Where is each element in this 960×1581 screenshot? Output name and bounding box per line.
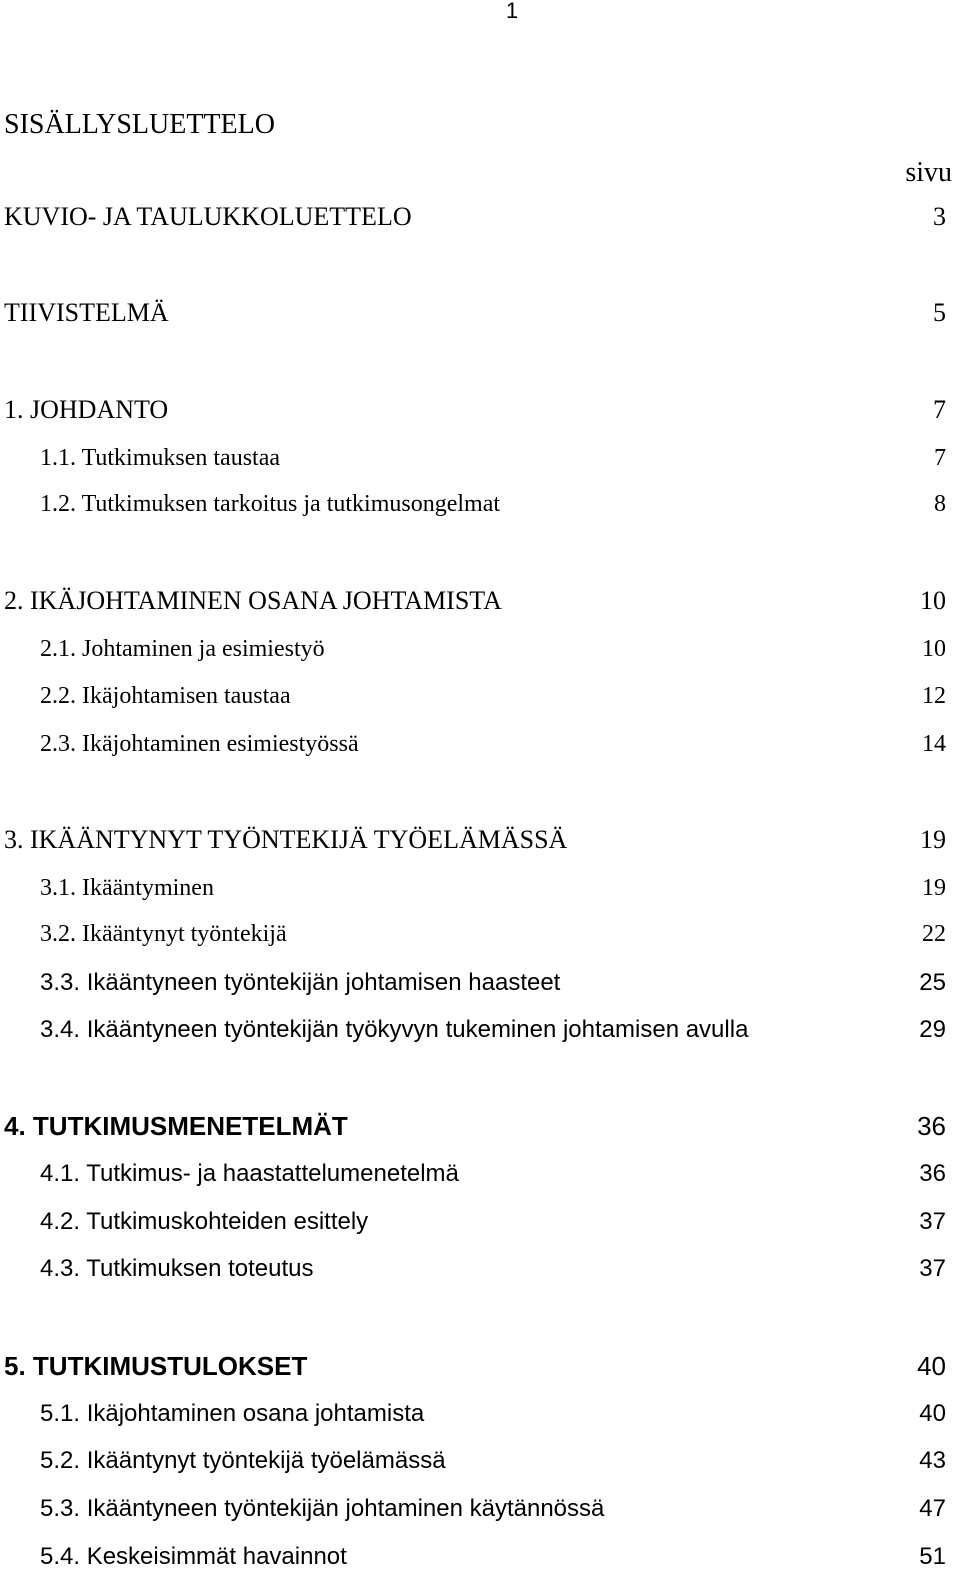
toc-entry-label: 4. TUTKIMUSMENETELMÄT — [4, 1111, 348, 1141]
toc-entry-page: 43 — [919, 1447, 946, 1474]
toc-entry-label: 5.2. Ikääntynyt työntekijä työelämässä — [40, 1447, 446, 1474]
toc-entry-label: KUVIO- JA TAULUKKOLUETTELO — [4, 202, 412, 231]
toc-entry-section-1-2 — [0, 487, 960, 521]
toc-entry-page: 12 — [922, 683, 946, 709]
toc-entry-section-5-1 — [0, 1397, 960, 1431]
toc-entry-page: 14 — [922, 731, 946, 757]
toc-entry-label: 5.1. Ikäjohtaminen osana johtamista — [40, 1400, 425, 1427]
toc-entry-label: 3.4. Ikääntyneen työntekijän työkyvyn tukeminen johtamisen avulla — [40, 1016, 749, 1043]
page-number: 1 — [505, 0, 519, 23]
toc-entry-page: 47 — [919, 1495, 946, 1522]
toc-entry-label: 3.3. Ikääntyneen työntekijän johtamisen haasteet — [40, 969, 561, 996]
toc-entry-section-3-2 — [0, 917, 960, 951]
toc-entry-abstract — [0, 296, 960, 330]
toc-entry-label: 4.3. Tutkimuksen toteutus — [40, 1255, 314, 1282]
toc-entry-section-4-1 — [0, 1157, 960, 1191]
toc-entry-label: 5. TUTKIMUSTULOKSET — [4, 1351, 308, 1381]
toc-entry-chapter-1 — [0, 393, 960, 427]
toc-entry-figures-list — [0, 200, 960, 234]
toc-entry-label: 1.2. Tutkimuksen tarkoitus ja tutkimusongelmat — [40, 491, 501, 517]
toc-entry-section-3-1 — [0, 871, 960, 905]
toc-entry-section-4-2 — [0, 1205, 960, 1239]
toc-entry-section-2-2 — [0, 679, 960, 713]
toc-entry-page: 10 — [922, 636, 946, 662]
toc-entry-page: 8 — [934, 491, 946, 517]
toc-entry-page: 36 — [917, 1111, 946, 1141]
toc-entry-page: 7 — [933, 395, 946, 424]
toc-entry-section-4-3 — [0, 1252, 960, 1286]
toc-title: SISÄLLYSLUETTELO — [4, 109, 275, 140]
toc-entry-page: 10 — [920, 586, 946, 615]
toc-entry-label: 2.2. Ikäjohtamisen taustaa — [40, 683, 291, 709]
toc-entry-chapter-3 — [0, 823, 960, 857]
toc-entry-label: 3.1. Ikääntyminen — [40, 875, 214, 901]
toc-entry-page: 36 — [919, 1160, 946, 1187]
toc-entry-page: 37 — [919, 1255, 946, 1282]
toc-entry-label: TIIVISTELMÄ — [4, 298, 169, 327]
toc-entry-section-2-3 — [0, 727, 960, 761]
toc-entry-label: 5.3. Ikääntyneen työntekijän johtaminen käytännössä — [40, 1495, 605, 1522]
toc-entry-label: 3.2. Ikääntynyt työntekijä — [40, 921, 287, 947]
toc-entry-label: 1.1. Tutkimuksen taustaa — [40, 445, 281, 471]
toc-entry-section-5-2 — [0, 1444, 960, 1478]
toc-entry-page: 19 — [920, 825, 946, 854]
toc-entry-chapter-5 — [0, 1349, 960, 1383]
toc-entry-page: 37 — [919, 1208, 946, 1235]
page-column-header: sivu — [905, 157, 952, 188]
toc-entry-label: 2. IKÄJOHTAMINEN OSANA JOHTAMISTA — [4, 586, 502, 615]
toc-entry-section-1-1 — [0, 441, 960, 475]
toc-entry-label: 1. JOHDANTO — [4, 395, 169, 424]
toc-entry-chapter-2 — [0, 584, 960, 618]
toc-entry-page: 40 — [919, 1400, 946, 1427]
toc-entry-section-3-3 — [0, 966, 960, 1000]
toc-entry-label: 5.4. Keskeisimmät havainnot — [40, 1543, 347, 1570]
toc-entry-page: 5 — [933, 298, 946, 327]
toc-entry-label: 3. IKÄÄNTYNYT TYÖNTEKIJÄ TYÖELÄMÄSSÄ — [4, 825, 568, 854]
toc-entry-page: 19 — [922, 875, 946, 901]
toc-entry-label: 2.3. Ikäjohtaminen esimiestyössä — [40, 731, 359, 757]
toc-entry-page: 22 — [922, 921, 946, 947]
toc-entry-section-2-1 — [0, 632, 960, 666]
toc-entry-chapter-4 — [0, 1109, 960, 1143]
toc-entry-page: 40 — [917, 1351, 946, 1381]
toc-entry-label: 2.1. Johtaminen ja esimiestyö — [40, 636, 325, 662]
toc-entry-page: 25 — [919, 969, 946, 996]
toc-entry-label: 4.1. Tutkimus- ja haastattelumenetelmä — [40, 1160, 459, 1187]
toc-entry-section-3-4 — [0, 1013, 960, 1047]
toc-entry-page: 3 — [933, 202, 946, 231]
toc-entry-page: 51 — [919, 1543, 946, 1570]
toc-entry-section-5-3 — [0, 1492, 960, 1526]
toc-entry-page: 29 — [919, 1016, 946, 1043]
toc-entry-label: 4.2. Tutkimuskohteiden esittely — [40, 1208, 369, 1235]
toc-entry-section-5-4 — [0, 1540, 960, 1574]
toc-entry-page: 7 — [934, 445, 946, 471]
